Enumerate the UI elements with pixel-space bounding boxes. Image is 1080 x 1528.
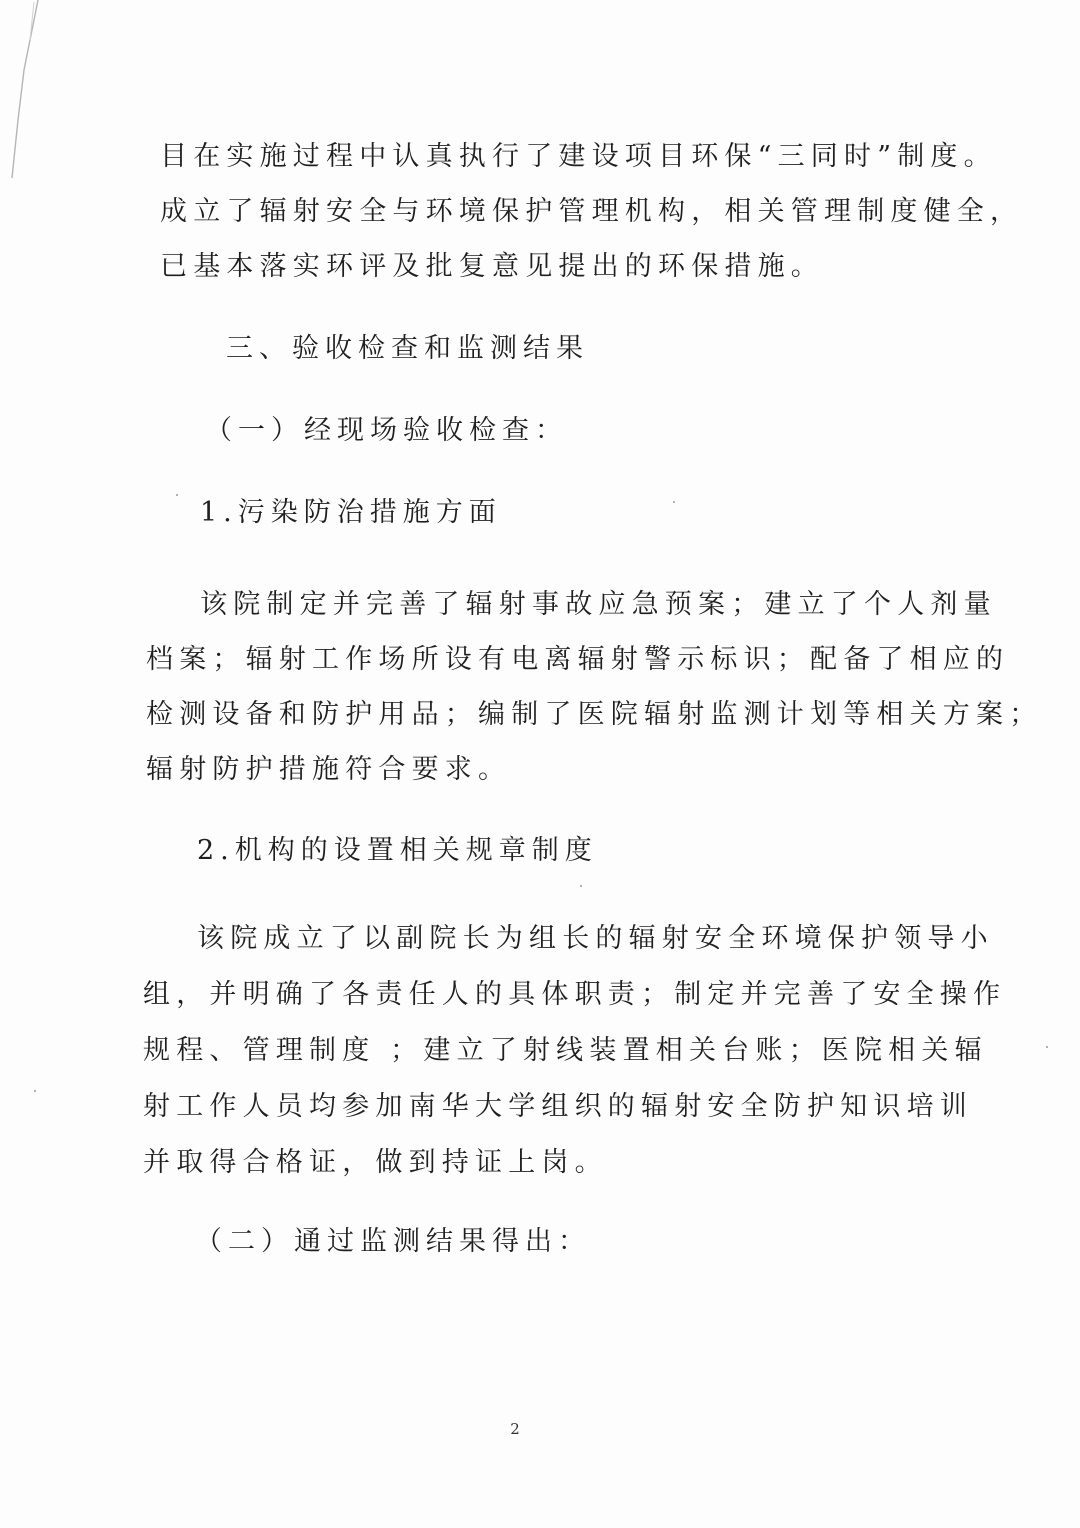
scan-speck (580, 885, 582, 887)
scan-edge-mark (0, 0, 60, 200)
item-1-line-4: 辐射防护措施符合要求。 (146, 754, 512, 785)
item-1-line-2: 档案；辐射工作场所设有电离辐射警示标识；配备了相应的 (146, 644, 1010, 675)
page-number: 2 (510, 1420, 520, 1438)
item-2-line-5: 并取得合格证，做到持证上岗。 (143, 1147, 608, 1178)
subsection-2-heading: （二）通过监测结果得出： (195, 1226, 591, 1257)
item-1-title: 1.污染防治措施方面 (200, 497, 502, 528)
paragraph-1-line-3: 已基本落实环评及批复意见提出的环保措施。 (160, 251, 824, 282)
item-1-line-1: 该院制定并完善了辐射事故应急预案；建立了个人剂量 (200, 589, 997, 620)
subsection-1-heading: （一）经现场验收检查： (205, 415, 568, 446)
item-2-title: 2.机构的设置相关规章制度 (197, 835, 598, 866)
paragraph-1-line-1: 目在实施过程中认真执行了建设项目环保“三同时”制度。 (160, 141, 997, 172)
paragraph-1-line-2: 成立了辐射安全与环境保护管理机构，相关管理制度健全， (160, 196, 1024, 227)
item-2-line-4: 射工作人员均参加南华大学组织的辐射安全防护知识培训 (143, 1091, 973, 1122)
scan-speck (176, 494, 178, 496)
item-2-line-2: 组，并明确了各责任人的具体职责；制定并完善了安全操作 (143, 979, 1007, 1010)
scan-speck (1046, 1046, 1048, 1048)
item-1-line-3: 检测设备和防护用品；编制了医院辐射监测计划等相关方案； (146, 699, 1043, 730)
scan-speck (673, 501, 675, 503)
item-2-line-3: 规程、管理制度 ；建立了射线装置相关台账；医院相关辐 (143, 1035, 988, 1066)
scan-speck (34, 1090, 36, 1092)
item-2-line-1: 该院成立了以副院长为组长的辐射安全环境保护领导小 (197, 923, 994, 954)
section-heading: 三、验收检查和监测结果 (226, 333, 589, 364)
